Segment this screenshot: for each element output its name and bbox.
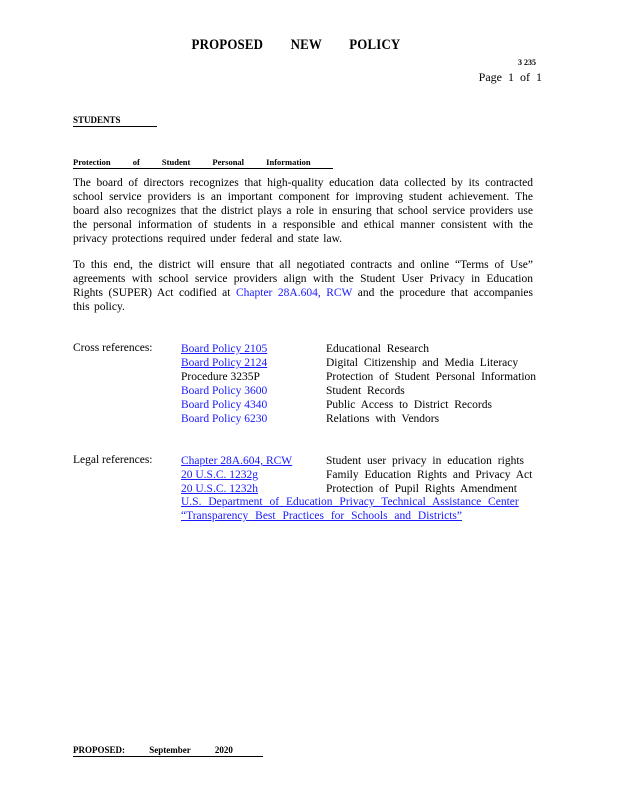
procedure-3235p-code: Procedure 3235P <box>181 371 260 383</box>
privacy-technical-assistance-center-link[interactable]: U.S. Department of Education Privacy Technical Assistance Center <box>181 496 519 508</box>
legal-reference-row <box>181 468 541 482</box>
legal-reference-description: Student user privacy in education rights <box>326 455 525 467</box>
page-indicator: Page 1 of 1 <box>478 70 542 84</box>
usc-1232h-link[interactable]: 20 U.S.C. 1232h <box>181 483 258 495</box>
cross-reference-row <box>181 412 541 426</box>
policy-number: 3 235 <box>518 58 536 67</box>
board-policy-6230-link[interactable]: Board Policy 6230 <box>181 413 268 425</box>
policy-paragraph-2 <box>73 258 533 314</box>
cross-reference-row <box>181 342 541 356</box>
board-policy-3600-link[interactable]: Board Policy 3600 <box>181 385 268 397</box>
transparency-link-wrap <box>181 510 462 522</box>
document-title: PROPOSED NEW POLICY <box>191 37 401 53</box>
policy-title: Protection of Student Personal Information <box>73 157 333 169</box>
cross-reference-description: Digital Citizenship and Media Literacy <box>326 357 519 369</box>
legal-reference-description: Family Education Rights and Privacy Act <box>326 469 533 481</box>
rcw-chapter-link[interactable]: Chapter 28A.604, RCW <box>235 287 353 299</box>
cross-reference-row <box>181 370 541 384</box>
usc-1232g-link[interactable]: 20 U.S.C. 1232g <box>181 469 258 481</box>
footer-month: September <box>149 745 191 755</box>
legal-references-label: Legal references: <box>73 454 153 466</box>
board-policy-2105-link[interactable]: Board Policy 2105 <box>181 343 268 355</box>
cross-reference-description: Relations with Vendors <box>326 413 440 425</box>
privacy-center-link-wrap <box>181 496 519 508</box>
cross-reference-description: Public Access to District Records <box>326 399 492 411</box>
board-policy-2124-link[interactable]: Board Policy 2124 <box>181 357 268 369</box>
board-policy-4340-link[interactable]: Board Policy 4340 <box>181 399 268 411</box>
cross-reference-description: Protection of Student Personal Information <box>326 371 537 383</box>
cross-reference-row <box>181 356 541 370</box>
rcw-28a604-link[interactable]: Chapter 28A.604, RCW <box>181 455 293 467</box>
footer-year: 2020 <box>214 745 233 755</box>
policy-paragraph-1: The board of directors recognizes that high-quality education data collected by its contracted school service providers is an important component for improving student achievement. The board also recognizes that the district plays a role in ensuring that school service providers use the personal information of students in a responsible and ethical manner consistent with the privacy protections required under federal and state law. <box>73 177 533 245</box>
cross-reference-row <box>181 384 541 398</box>
cross-reference-description: Student Records <box>326 385 405 397</box>
legal-reference-description: Protection of Pupil Rights Amendment <box>326 483 517 495</box>
legal-reference-row <box>181 454 541 468</box>
cross-reference-description: Educational Research <box>326 343 429 355</box>
section-label: STUDENTS <box>73 115 157 127</box>
cross-references-label: Cross references: <box>73 342 153 354</box>
paragraph-2-text-start: To this end, the district will ensure that all negotiated contracts and online “Terms of Use” agreements with school service providers align with the Student User Privacy in Education Rights (SUPER) Act codified at <box>73 259 533 299</box>
proposed-date-footer <box>73 744 263 757</box>
transparency-best-practices-link[interactable]: “Transparency Best Practices for Schools and Districts” <box>181 510 462 522</box>
paragraph-2-text-end: and the procedure that accompanies this policy. <box>73 287 533 313</box>
cross-reference-row <box>181 398 541 412</box>
legal-reference-row <box>181 482 541 496</box>
footer-label: PROPOSED: <box>73 745 126 755</box>
